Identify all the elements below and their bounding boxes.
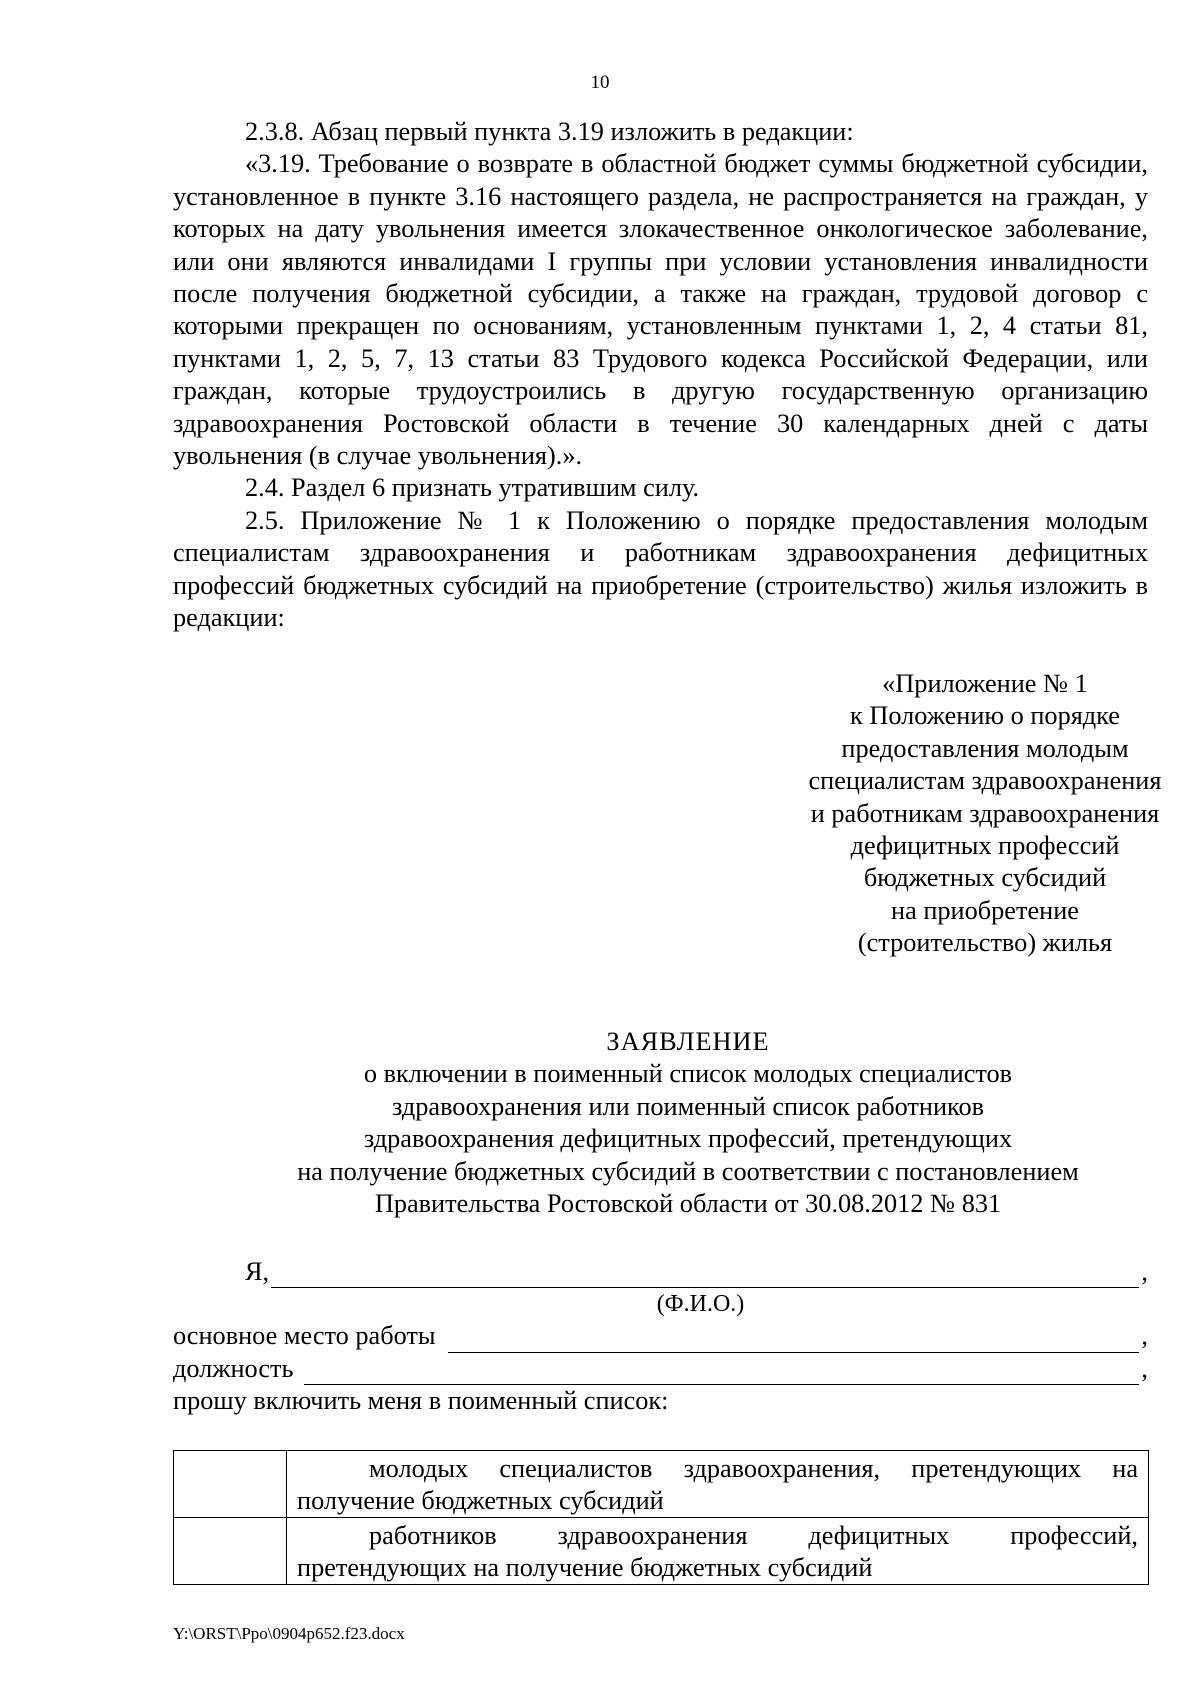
position-label: должность: [173, 1353, 294, 1383]
table-row: [174, 1451, 1149, 1518]
field-comma: ,: [1141, 1256, 1148, 1286]
request-row: [173, 1385, 1148, 1417]
field-comma: ,: [1141, 1321, 1148, 1351]
appendix-header: [740, 668, 1200, 960]
name-caption: (Ф.И.О.): [656, 1291, 745, 1318]
request-text: прошу включить меня в поименный список:: [173, 1386, 669, 1416]
form-title-block: [173, 1026, 1200, 1220]
appendix-line: к Положению о порядке: [850, 701, 1120, 731]
table-row: [174, 1518, 1149, 1585]
paragraph-3-19: «3.19. Требование о возврате в областной бюджет суммы бюджетной субсидии, установленное в пункте 3.16 настоящего раздела, не распространяется на граждан, у которых на дату увольнения имеется злокачественное онкологическое заболевание, или они являются инвалидами I группы при условии установления инвалидности после получения бюджетной субсидии, а также на граждан, трудовой договор с которыми прекращен по основаниям, установленным пунктами 1, 2, 4 статьи 81, пунктами 1, 2, 5, 7, 13 статьи 83 Трудового кодекса Российской Федерации, или граждан, которые трудоустроились в другую государственную организацию здравоохранения Ростовской области в течение 30 календарных дней с даты увольнения (в случае увольнения).».: [173, 149, 1148, 471]
list-options-table: [173, 1450, 1149, 1585]
page-number: 10: [590, 72, 610, 93]
paragraph-2-3-8: 2.3.8. Абзац первый пункта 3.19 изложить в редакции:: [245, 117, 854, 146]
workplace-field[interactable]: [448, 1328, 1140, 1353]
name-field[interactable]: [271, 1263, 1139, 1288]
appendix-line: «Приложение № 1: [882, 669, 1088, 698]
name-label: Я,: [245, 1256, 270, 1286]
appendix-line: специалистам здравоохранения: [808, 766, 1162, 796]
option-checkbox-deficit-professions[interactable]: [174, 1518, 287, 1585]
appendix-line: дефицитных профессий: [850, 831, 1120, 861]
option-text: работников здравоохранения дефицитных профессий, претендующих на получение бюджетных субсидий: [297, 1521, 1138, 1582]
footer-file-path: Y:\ORST\Ppo\0904p652.f23.docx: [173, 1624, 405, 1643]
paragraph-2-4: 2.4. Раздел 6 признать утратившим силу.: [245, 473, 700, 503]
form-fields: [173, 1256, 1148, 1418]
form-title: ЗАЯВЛЕНИЕ: [606, 1027, 770, 1056]
form-subtitle-line: на получение бюджетных субсидий в соответствии с постановлением: [297, 1156, 1079, 1186]
form-subtitle-line: здравоохранения или поименный список работников: [391, 1091, 985, 1121]
option-text-cell: [287, 1518, 1149, 1585]
position-row: [173, 1353, 1148, 1385]
appendix-line: на приобретение: [891, 895, 1079, 925]
workplace-row: [173, 1320, 1148, 1352]
name-row: [173, 1256, 1148, 1288]
workplace-label: основное место работы: [173, 1321, 436, 1351]
form-subtitle-line: Правительства Ростовской области от 30.08.2012 № 831: [374, 1189, 1002, 1219]
appendix-line: предоставления молодым: [841, 733, 1129, 763]
appendix-line: бюджетных субсидий: [863, 863, 1107, 893]
paragraph-2-5: 2.5. Приложение № 1 к Положению о порядке предоставления молодым специалистам здравоохранения и работникам здравоохранения дефицитных профессий бюджетных субсидий на приобретение (строительство) жилья изложить в редакции:: [173, 505, 1148, 633]
form-subtitle-line: о включении в поименный список молодых специалистов: [363, 1059, 1013, 1089]
option-checkbox-young-specialists[interactable]: [174, 1451, 287, 1518]
appendix-line: и работникам здравоохранения: [810, 798, 1160, 828]
position-field[interactable]: [304, 1360, 1140, 1385]
option-text-cell: [287, 1451, 1149, 1518]
form-subtitle-line: здравоохранения дефицитных профессий, претендующих: [363, 1124, 1013, 1154]
amendment-text: [173, 116, 1148, 635]
appendix-line: (строительство) жилья: [857, 928, 1113, 958]
field-comma: ,: [1141, 1353, 1148, 1383]
option-text: молодых специалистов здравоохранения, претендующих на получение бюджетных субсидий: [297, 1454, 1138, 1515]
